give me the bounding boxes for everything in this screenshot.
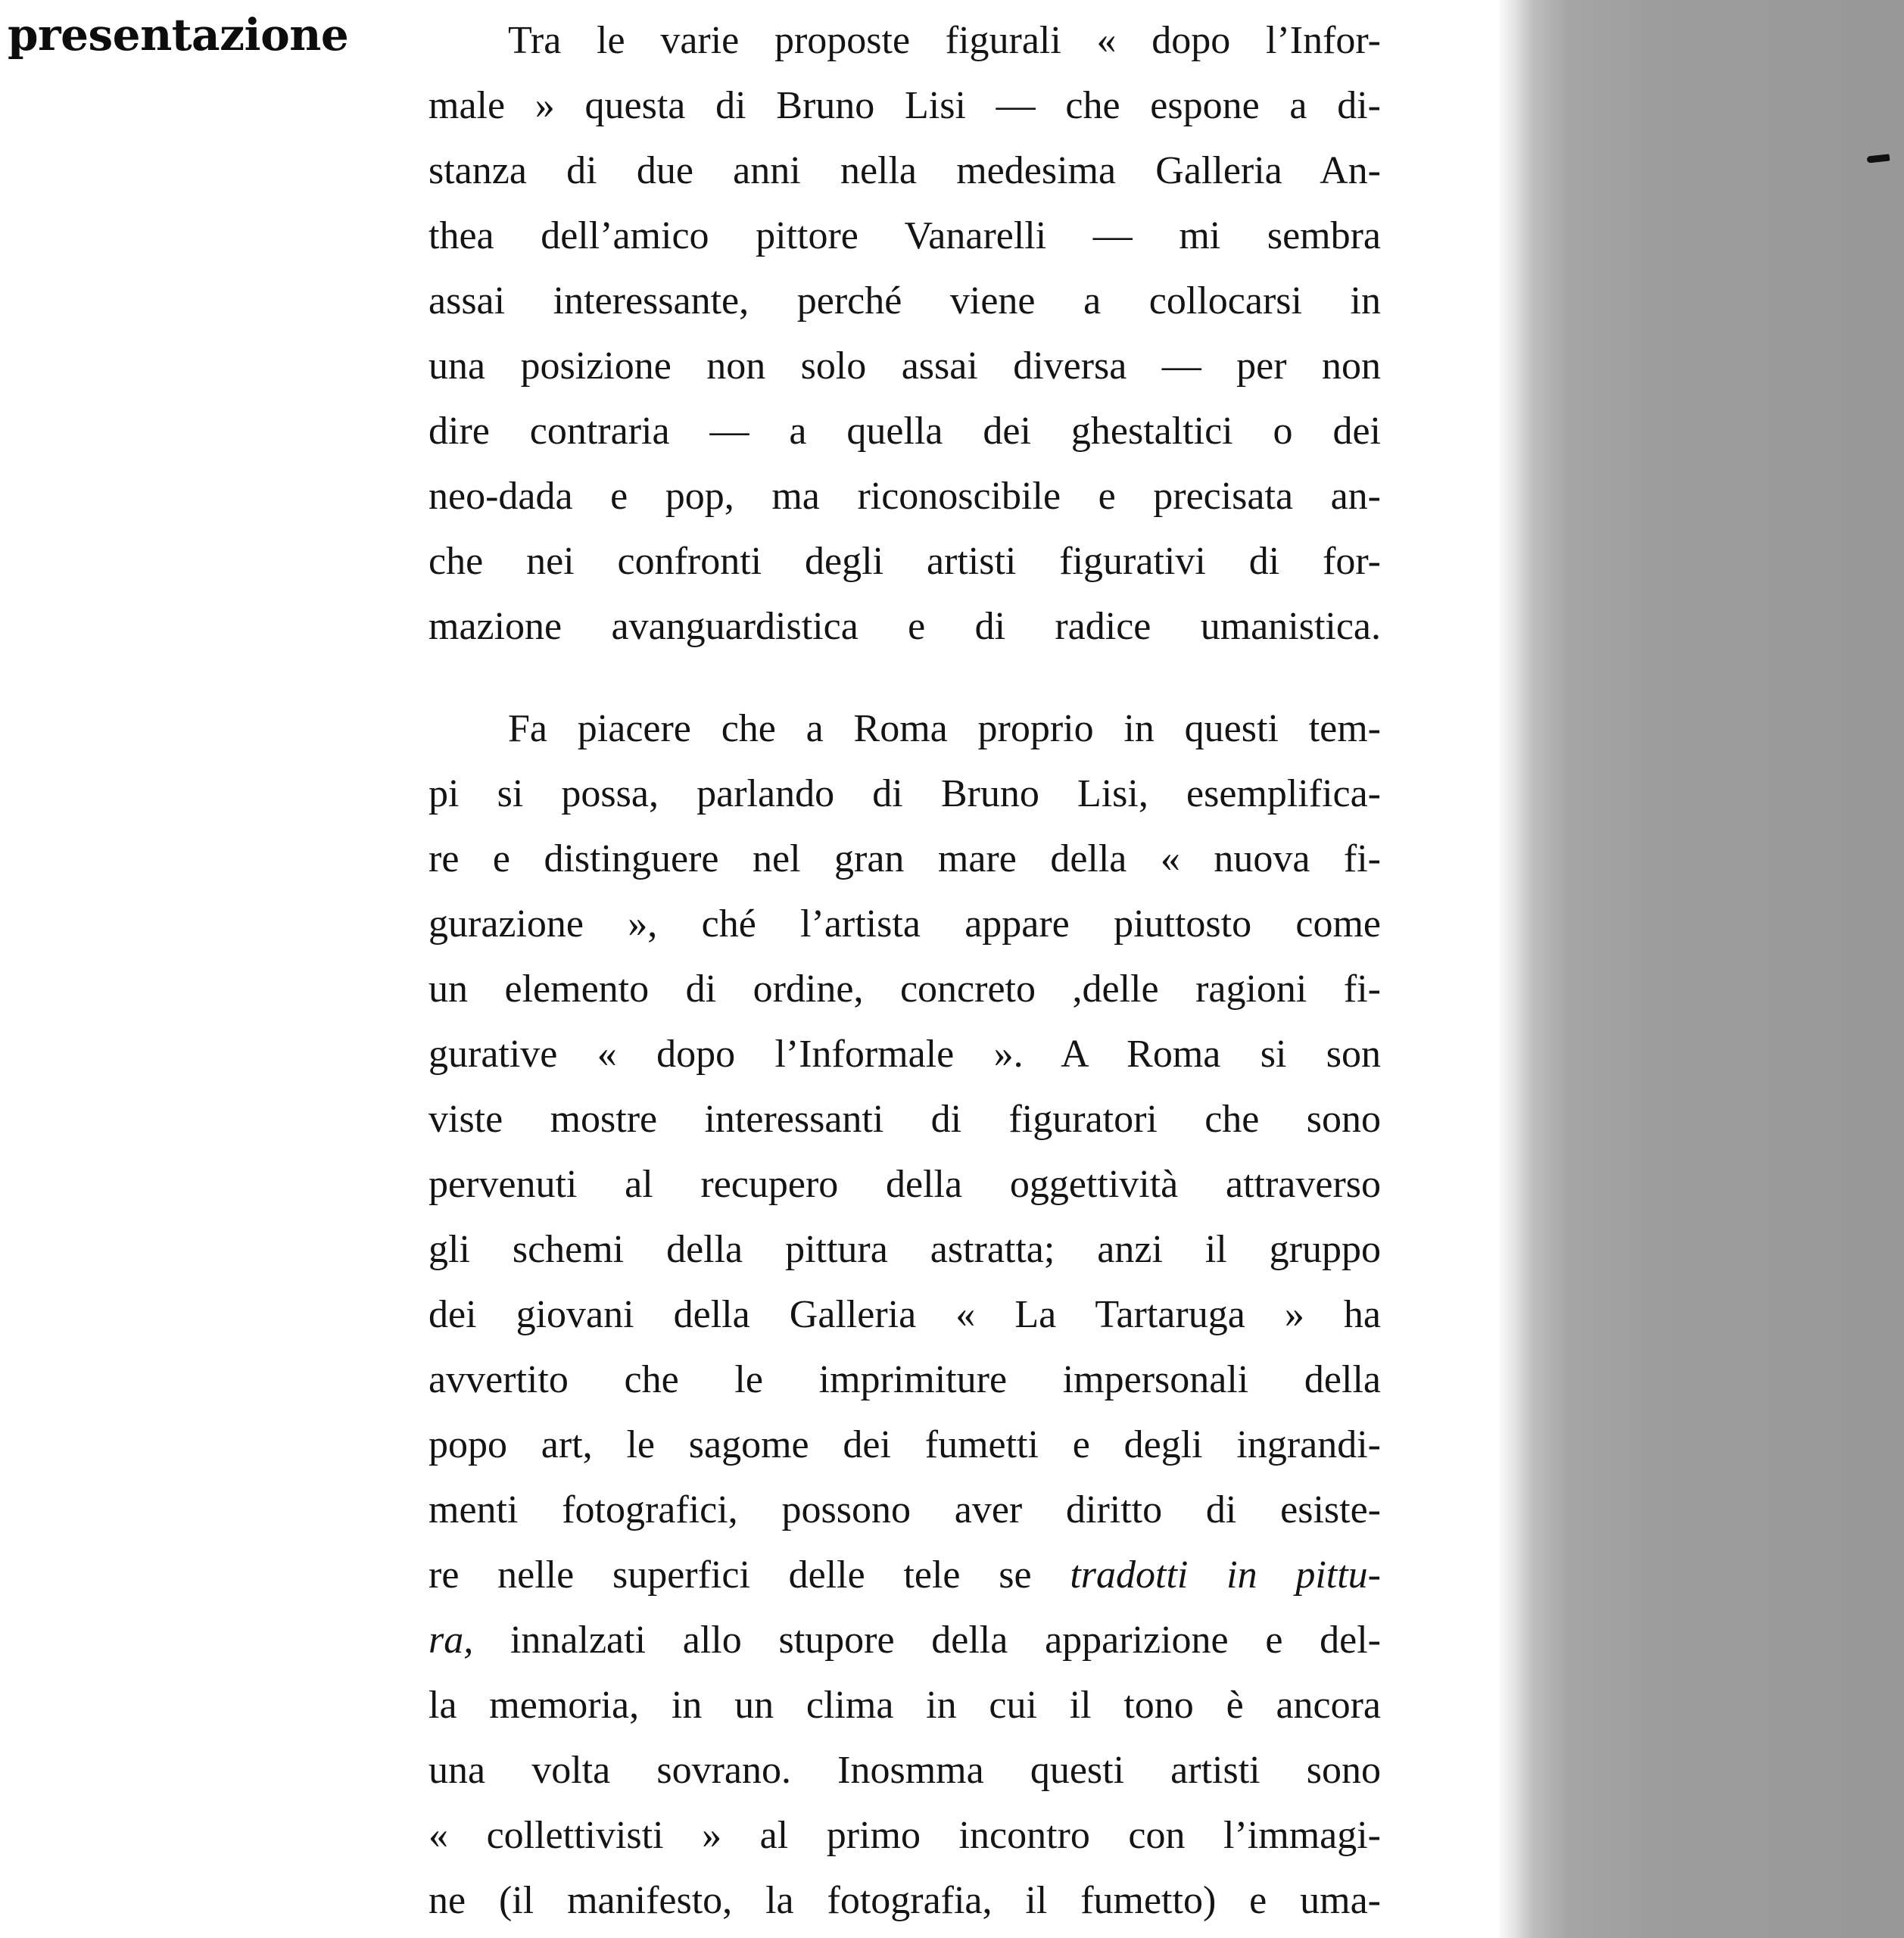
text-line: dire contraria — a quella dei ghestaltici o dei — [428, 410, 1381, 453]
text-line: gurazione », ché l’artista appare piuttosto come — [428, 902, 1381, 946]
text-segment: innalzati allo stupore della apparizione e del- — [473, 1619, 1381, 1662]
section-title: presentazione — [8, 9, 349, 61]
text-line: Tra le varie proposte figurali « dopo l’Infor- — [508, 19, 1381, 62]
text-line: stanza di due anni nella medesima Galleria An- — [428, 149, 1381, 192]
text-line: avvertito che le imprimiture impersonali della — [428, 1358, 1381, 1401]
text-line: un elemento di ordine, concreto ,delle ragioni fi- — [428, 967, 1381, 1011]
text-line: assai interessante, perché viene a collocarsi in — [428, 279, 1381, 322]
italic-phrase: ra, — [428, 1619, 474, 1662]
paragraph-1 — [428, 8, 1381, 659]
text-line: che nei confronti degli artisti figurativi di for- — [428, 540, 1381, 583]
scan-binding-shadow — [1499, 0, 1904, 1938]
text-line: pervenuti al recupero della oggettività attraverso — [428, 1163, 1381, 1206]
text-line: popo art, le sagome dei fumetti e degli ingrandi- — [428, 1423, 1381, 1466]
text-line — [428, 1608, 1381, 1673]
italic-phrase: tradotti in pittu- — [1070, 1553, 1381, 1597]
text-line — [428, 1543, 1381, 1608]
text-line: dei giovani della Galleria « La Tartaruga » ha — [428, 1293, 1381, 1336]
text-line: mazione avanguardistica e di radice umanistica. — [428, 605, 1381, 648]
text-line: « collettivisti » al primo incontro con l’immagi- — [428, 1814, 1381, 1857]
text-line: pi si possa, parlando di Bruno Lisi, esemplifica- — [428, 772, 1381, 815]
text-line: la memoria, in un clima in cui il tono è ancora — [428, 1684, 1381, 1727]
text-line: gli schemi della pittura astratta; anzi il gruppo — [428, 1228, 1381, 1271]
text-line: re e distinguere nel gran mare della « nuova fi- — [428, 837, 1381, 880]
text-line: gurative « dopo l’Informale ». A Roma si son — [428, 1033, 1381, 1076]
text-line: una posizione non solo assai diversa — per non — [428, 344, 1381, 388]
text-line: thea dell’amico pittore Vanarelli — mi sembra — [428, 214, 1381, 257]
text-segment: re nelle superfici delle tele se — [428, 1553, 1070, 1597]
text-line: male » questa di Bruno Lisi — che espone a di- — [428, 84, 1381, 127]
text-line: menti fotografici, possono aver diritto di esiste- — [428, 1488, 1381, 1531]
text-line: viste mostre interessanti di figuratori che sono — [428, 1098, 1381, 1141]
text-line: una volta sovrano. Inosmma questi artisti sono — [428, 1749, 1381, 1792]
text-line: Fa piacere che a Roma proprio in questi tem- — [508, 707, 1381, 750]
text-line: ne (il manifesto, la fotografia, il fumetto) e uma- — [428, 1879, 1381, 1922]
paragraph-2 — [428, 696, 1381, 1933]
text-line: neo-dada e pop, ma riconoscibile e precisata an- — [428, 475, 1381, 518]
